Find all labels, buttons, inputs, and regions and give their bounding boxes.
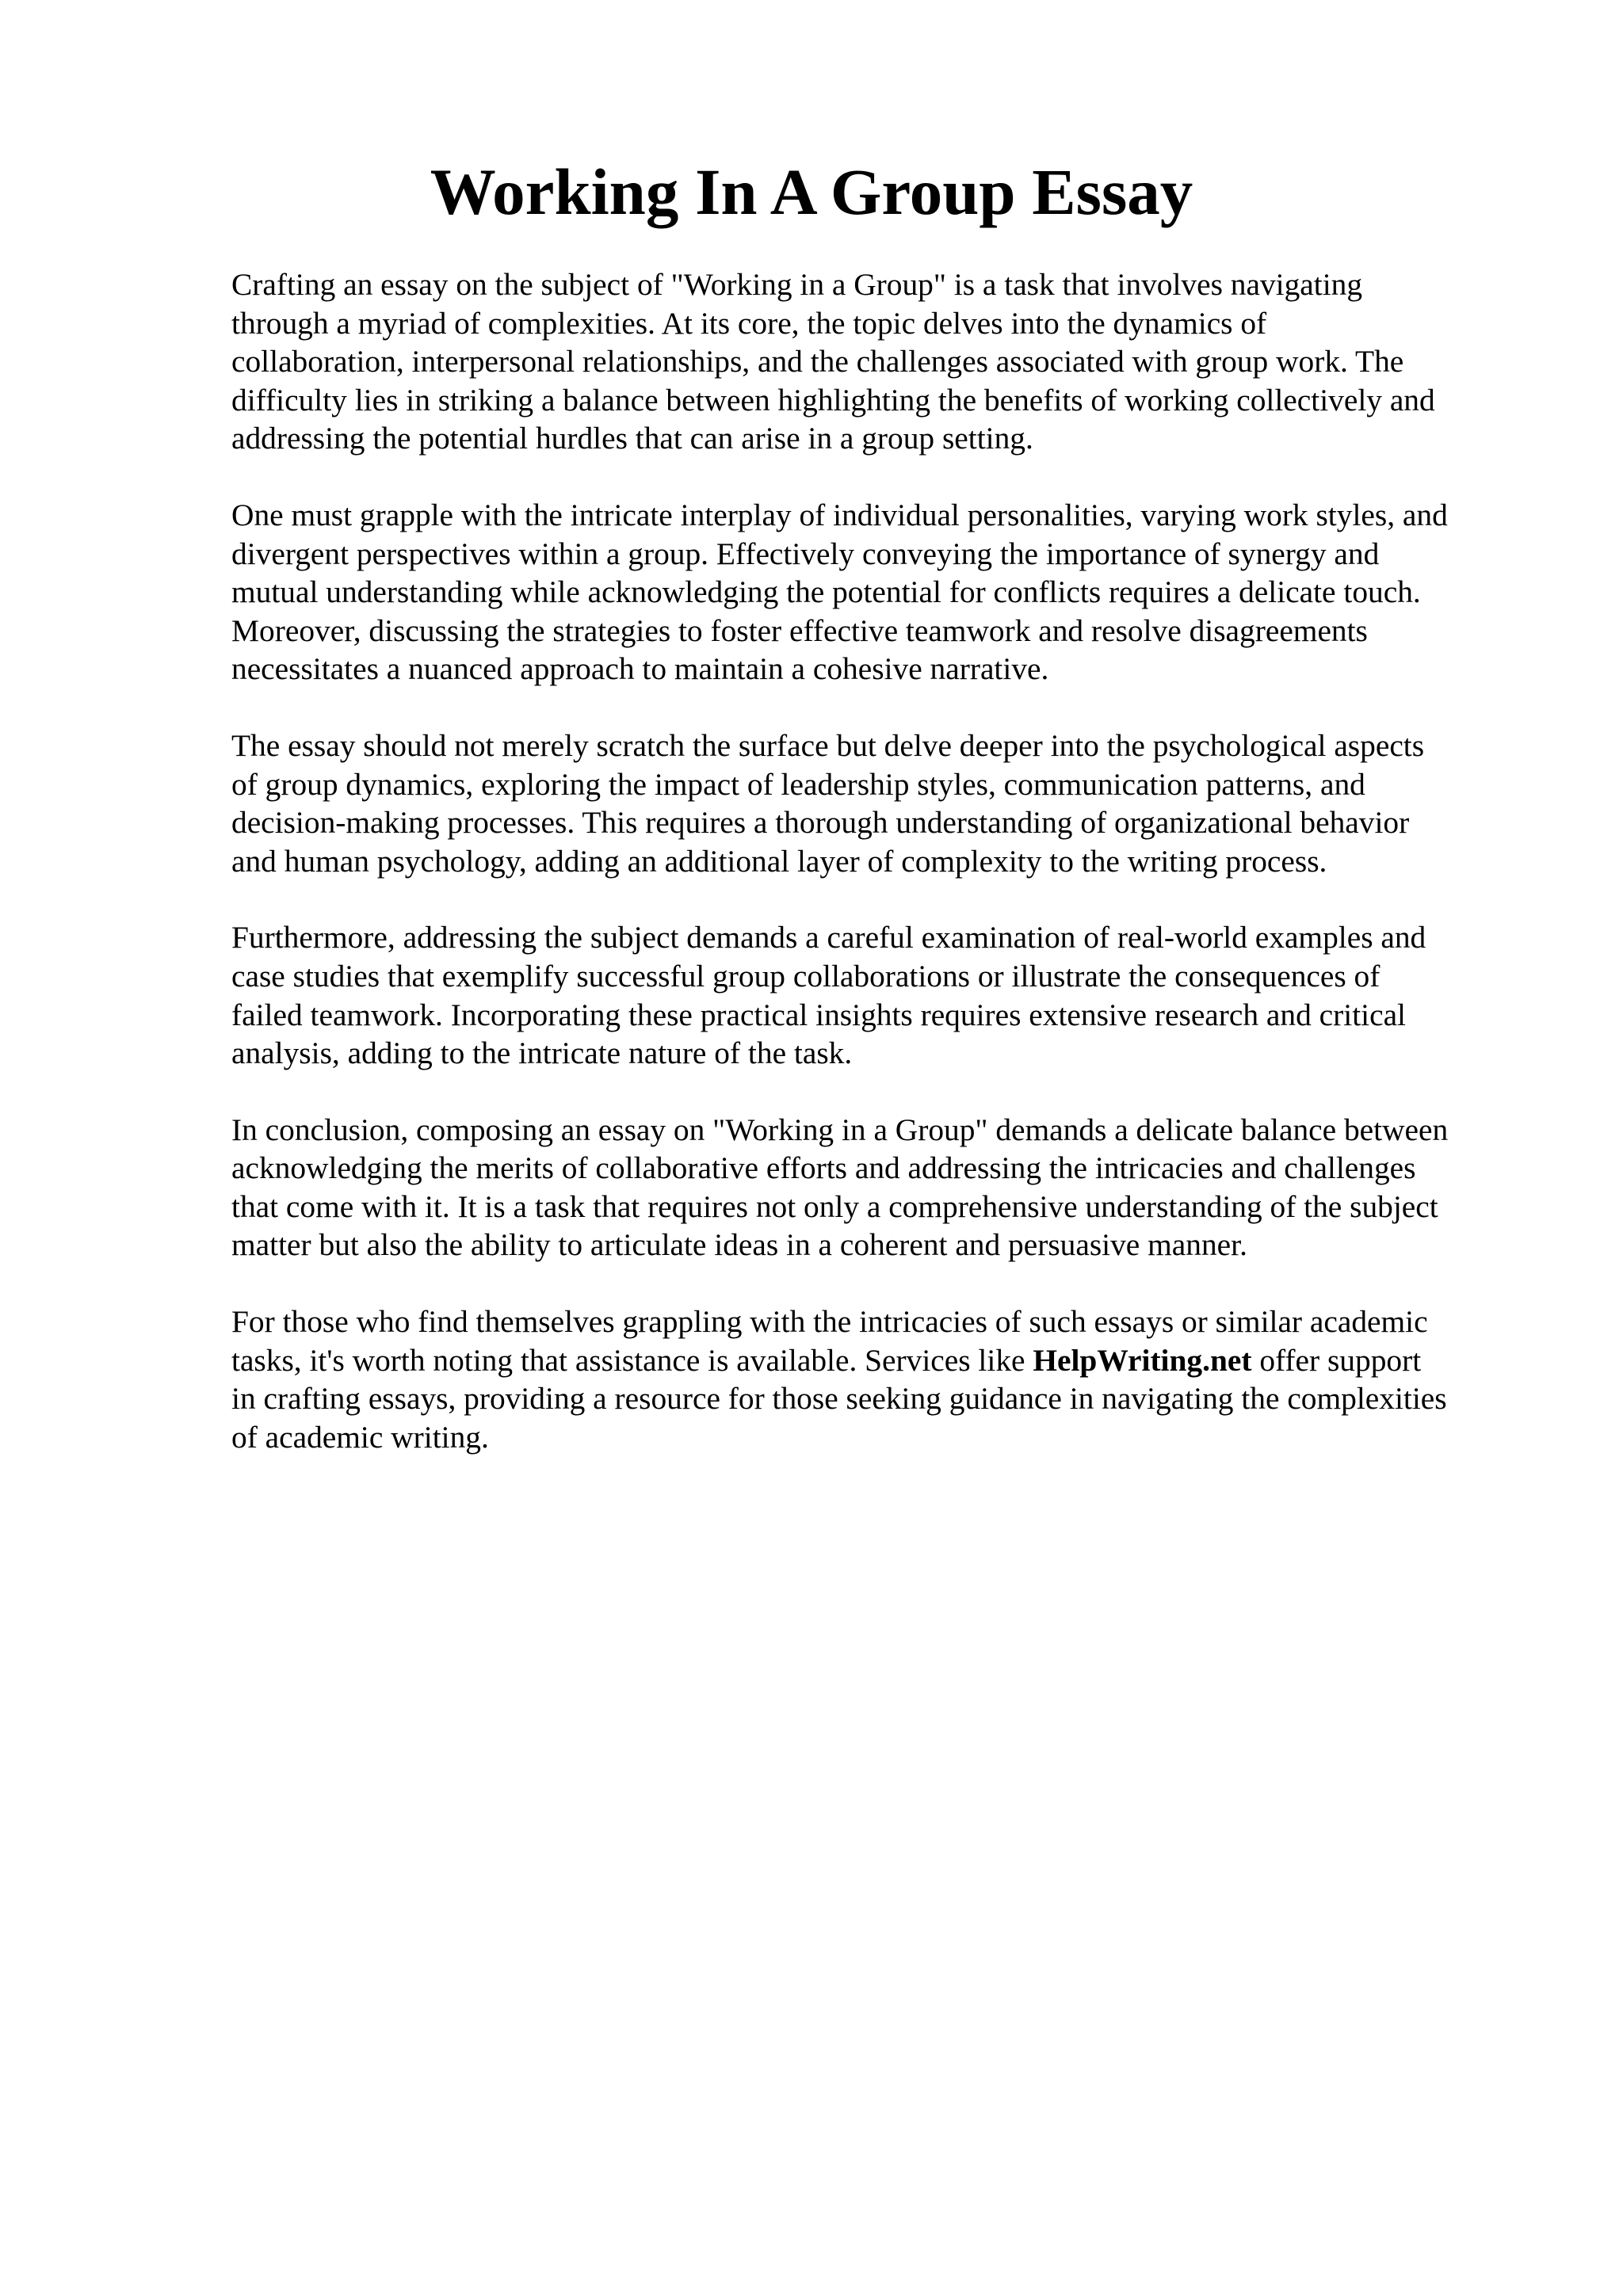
- text-line: In conclusion, composing an essay on "Working in a Group" demands a delicate balance between: [231, 1112, 1449, 1147]
- text-line: Moreover, discussing the strategies to foster effective teamwork and resolve disagreements: [231, 612, 1368, 648]
- helpwriting-brand-name: HelpWriting.net: [1033, 1342, 1252, 1378]
- text-line: addressing the potential hurdles that can arise in a group setting.: [231, 421, 1033, 456]
- text-line: matter but also the ability to articulate ideas in a coherent and persuasive manner.: [231, 1227, 1247, 1263]
- text-line: For those who find themselves grappling with the intricacies of such essays or similar academic: [231, 1304, 1428, 1340]
- text-line: analysis, adding to the intricate nature of the task.: [231, 1035, 853, 1071]
- text-line: mutual understanding while acknowledging the potential for conflicts requires a delicate touch.: [231, 574, 1421, 610]
- text-line: necessitates a nuanced approach to maintain a cohesive narrative.: [231, 651, 1049, 687]
- text-line: collaboration, interpersonal relationships, and the challenges associated with group work. The: [231, 344, 1404, 379]
- text-segment: offer support: [1251, 1342, 1422, 1378]
- essay-body: [231, 265, 1531, 1494]
- text-line: Crafting an essay on the subject of "Working in a Group" is a task that involves navigating: [231, 267, 1363, 302]
- paragraph-5: [231, 1111, 1531, 1264]
- text-line: The essay should not merely scratch the surface but delve deeper into the psychological aspects: [231, 727, 1425, 763]
- text-line: One must grapple with the intricate interplay of individual personalities, varying work styles, and: [231, 497, 1448, 532]
- text-line: case studies that exemplify successful group collaborations or illustrate the consequences of: [231, 958, 1381, 994]
- paragraph-1: [231, 265, 1531, 458]
- document-title: Working In A Group Essay: [430, 155, 1193, 228]
- text-line: through a myriad of complexities. At its core, the topic delves into the dynamics of: [231, 305, 1267, 341]
- paragraph-3: [231, 727, 1531, 880]
- text-line: acknowledging the merits of collaborative efforts and addressing the intricacies and challenges: [231, 1150, 1416, 1186]
- paragraph-2: [231, 496, 1531, 688]
- text-line: divergent perspectives within a group. Effectively conveying the importance of synergy and: [231, 536, 1380, 571]
- text-line: failed teamwork. Incorporating these practical insights requires extensive research and critical: [231, 997, 1406, 1032]
- text-line: decision-making processes. This requires a thorough understanding of organizational behavior: [231, 805, 1410, 841]
- text-line: difficulty lies in striking a balance between highlighting the benefits of working collectively and: [231, 382, 1435, 418]
- text-line: Furthermore, addressing the subject demands a careful examination of real-world examples and: [231, 920, 1426, 955]
- text-segment: tasks, it's worth noting that assistance is available. Services like: [231, 1342, 1033, 1378]
- text-line: in crafting essays, providing a resource for those seeking guidance in navigating the complexities: [231, 1381, 1447, 1417]
- text-line: [231, 1341, 1531, 1380]
- text-line: that come with it. It is a task that requires not only a comprehensive understanding of the subject: [231, 1188, 1438, 1224]
- paragraph-6: [231, 1302, 1531, 1456]
- paragraph-4: [231, 918, 1531, 1072]
- text-line: of academic writing.: [231, 1419, 489, 1455]
- text-line: of group dynamics, exploring the impact of leadership styles, communication patterns, and: [231, 766, 1365, 802]
- text-line: and human psychology, adding an additional layer of complexity to the writing process.: [231, 843, 1327, 879]
